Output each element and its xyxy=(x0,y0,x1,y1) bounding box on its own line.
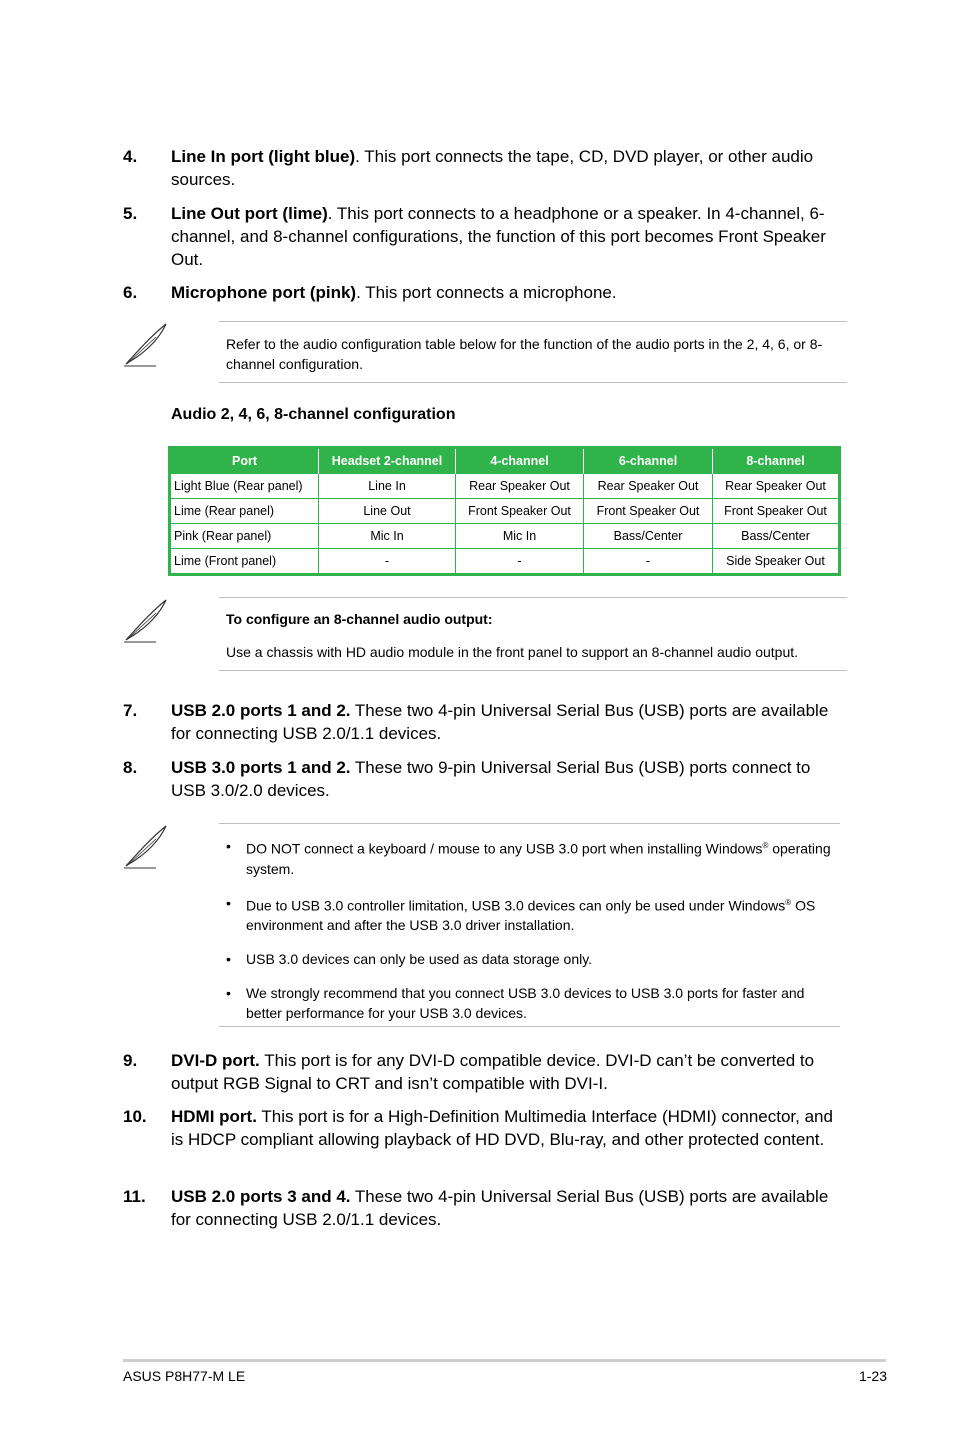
item-number: 4. xyxy=(123,147,138,166)
item-number: 11. xyxy=(123,1187,146,1206)
pen-icon xyxy=(120,321,170,367)
item-number: 6. xyxy=(123,283,138,302)
table-cell: Line Out xyxy=(319,499,456,524)
bullet-list xyxy=(219,836,834,1023)
list-item-5 xyxy=(123,202,843,271)
footer-divider xyxy=(123,1359,886,1362)
item-title: Microphone port (pink) xyxy=(171,283,357,302)
table-cell: - xyxy=(456,549,584,575)
item-number: 8. xyxy=(123,758,138,777)
table-cell: Mic In xyxy=(456,524,584,549)
item-text: This port is for a High-Definition Multimedia Interface (HDMI) connector, and is HDCP compliant allowing playback of HD DVD, Blu-ray, and other protected content. xyxy=(171,1107,833,1149)
item-text: These two 4-pin Universal Serial Bus (USB) ports are available for connecting USB 2.0/1.1 devices. xyxy=(171,1187,829,1229)
table-cell: Side Speaker Out xyxy=(713,549,840,575)
item-number: 9. xyxy=(123,1051,138,1070)
table-cell: Front Speaker Out xyxy=(584,499,713,524)
note-title: To configure an 8-channel audio output: xyxy=(226,611,493,627)
list-item-9 xyxy=(123,1049,843,1095)
list-item-8 xyxy=(123,756,843,802)
table-cell: Bass/Center xyxy=(584,524,713,549)
item-text: These two 4-pin Universal Serial Bus (USB) ports are available for connecting USB 2.0/1.1 devices. xyxy=(171,701,829,743)
item-title: Line Out port (lime) xyxy=(171,204,328,223)
table-cell: - xyxy=(319,549,456,575)
item-text: . This port connects the tape, CD, DVD player, or other audio sources. xyxy=(171,147,814,189)
pen-icon xyxy=(120,823,170,869)
table-cell: Lime (Front panel) xyxy=(170,549,319,575)
list-item: • Due to USB 3.0 controller limitation, USB 3.0 devices can only be used under Windows® OS environment and after the USB 3.0 driver installation. xyxy=(226,894,816,934)
list-item: • USB 3.0 devices can only be used as data storage only. xyxy=(226,951,593,968)
list-item: • We strongly recommend that you connect USB 3.0 devices to USB 3.0 ports for faster and better performance for your USB 3.0 devices. xyxy=(226,985,805,1022)
table-cell: Rear Speaker Out xyxy=(584,474,713,499)
table-cell: Front Speaker Out xyxy=(456,499,584,524)
list-item-7 xyxy=(123,699,843,745)
note-text: Use a chassis with HD audio module in the front panel to support an 8-channel audio output. xyxy=(226,644,799,660)
table-cell: - xyxy=(584,549,713,575)
item-title: USB 2.0 ports 3 and 4. xyxy=(171,1187,351,1206)
item-title: Line In port (light blue) xyxy=(171,147,356,166)
audio-config-table xyxy=(168,446,841,576)
list-item-6 xyxy=(123,281,843,304)
table-cell: Mic In xyxy=(319,524,456,549)
item-title: HDMI port. xyxy=(171,1107,257,1126)
list-item-11 xyxy=(123,1185,843,1231)
item-number: 7. xyxy=(123,701,138,720)
list-item: • DO NOT connect a keyboard / mouse to any USB 3.0 port when installing Windows® operating system. xyxy=(226,838,831,877)
table-title: Audio 2, 4, 6, 8-channel configuration xyxy=(171,406,456,423)
note-box-audio xyxy=(120,321,847,383)
item-title: DVI-D port. xyxy=(171,1051,260,1070)
table-cell: Front Speaker Out xyxy=(713,499,840,524)
table-cell: Line In xyxy=(319,474,456,499)
table-cell: Rear Speaker Out xyxy=(713,474,840,499)
table-header-row xyxy=(170,448,840,474)
header-cell: 8-channel xyxy=(713,448,840,474)
item-title: USB 2.0 ports 1 and 2. xyxy=(171,701,351,720)
footer-product: ASUS P8H77-M LE xyxy=(123,1368,246,1384)
table-cell: Lime (Rear panel) xyxy=(170,499,319,524)
table-cell: Bass/Center xyxy=(713,524,840,549)
item-text: This port is for any DVI-D compatible device. DVI-D can’t be converted to output RGB Signal to CRT and isn’t compatible with DVI-I. xyxy=(171,1051,815,1093)
table-row xyxy=(170,524,840,549)
item-text: These two 9-pin Universal Serial Bus (USB) ports connect to USB 3.0/2.0 devices. xyxy=(171,758,811,800)
note-box-8channel xyxy=(120,597,847,671)
item-number: 10. xyxy=(123,1107,147,1126)
table-row xyxy=(170,499,840,524)
table-cell: Pink (Rear panel) xyxy=(170,524,319,549)
header-cell: Port xyxy=(170,448,319,474)
table-cell: Light Blue (Rear panel) xyxy=(170,474,319,499)
page-number: 1-23 xyxy=(858,1368,887,1384)
item-text: . This port connects to a headphone or a speaker. In 4-channel, 6-channel, and 8-channel configurations, the function of this port becomes Front Speaker Out. xyxy=(171,204,826,269)
table-cell: Rear Speaker Out xyxy=(456,474,584,499)
item-text: . This port connects a microphone. xyxy=(356,283,617,302)
list-item-4 xyxy=(123,145,843,191)
header-cell: Headset 2-channel xyxy=(319,448,456,474)
note-box-usb3 xyxy=(120,823,847,1027)
list-item-10 xyxy=(123,1105,843,1151)
header-cell: 6-channel xyxy=(584,448,713,474)
header-cell: 4-channel xyxy=(456,448,584,474)
table-row xyxy=(170,549,840,575)
note-text: Refer to the audio configuration table below for the function of the audio ports in the 2, 4, 6, or 8-channel configuration. xyxy=(226,336,823,372)
table-row xyxy=(170,474,840,499)
pen-icon xyxy=(120,597,170,643)
item-number: 5. xyxy=(123,204,138,223)
item-title: USB 3.0 ports 1 and 2. xyxy=(171,758,351,777)
